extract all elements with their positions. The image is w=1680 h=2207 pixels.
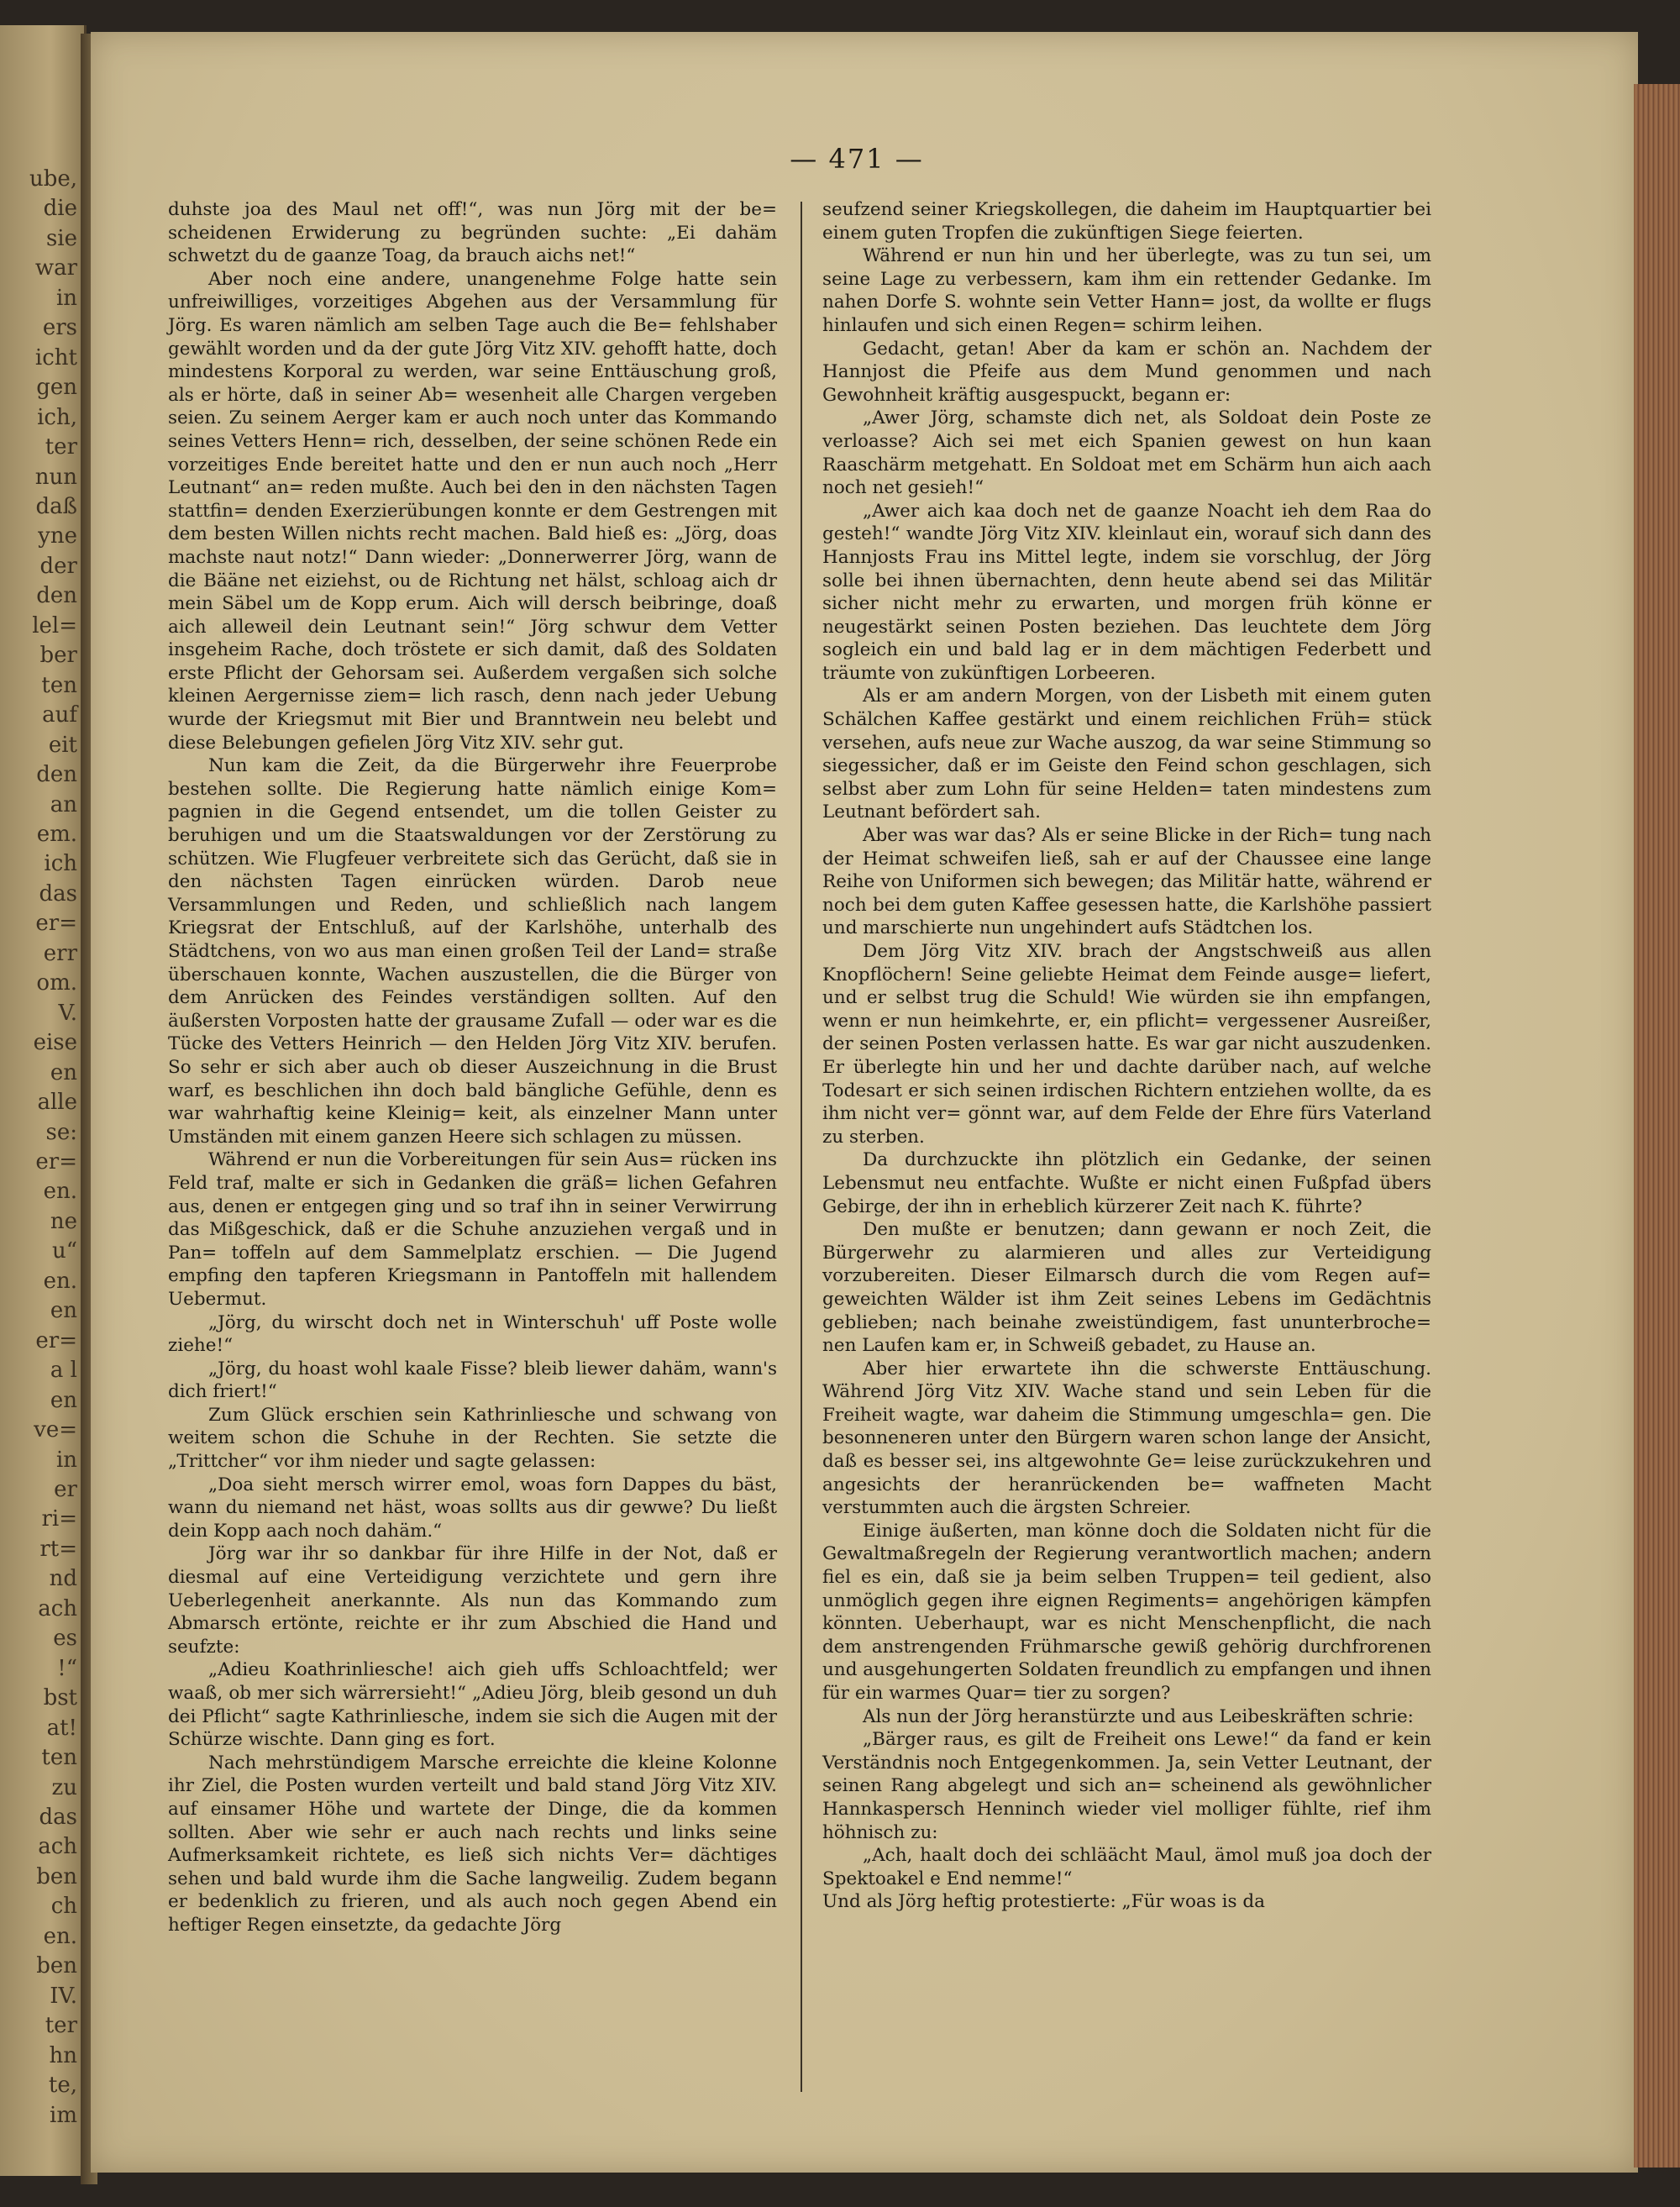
paragraph: Zum Glück erschien sein Kathrinliesche und schwang von weitem schon die Schuhe in der Rechten. Sie setzte die „Trittcher“ vor ihm nieder und sagte gelassen: — [168, 1404, 777, 1473]
paragraph: seufzend seiner Kriegskollegen, die daheim im Hauptquartier bei einem guten Tropfen die zukünftigen Siege feierten. — [822, 199, 1431, 244]
facing-page-fragment: ben — [36, 1863, 77, 1889]
paragraph: Aber noch eine andere, unangenehme Folge hatte sein unfreiwilliges, vorzeitiges Abgehen aus der Versammlung für Jörg. Es waren nämlich am selben Tage auch die Be= fehlshaber gewählt worden und da der gute Jörg Vitz XIV. gehofft hatte, doch mindestens Korporal zu werden, war seine Enttäuschung groß, als er hörte, daß in seiner Ab= wesenheit alle Chargen vergeben seien. Zu seinem Aerger kam er auch noch unter das Kommando seines Vetters Henn= rich, desselben, der seine schönen Rede ein vorzeitiges Ende bereitet hatte und den er nun auch noch „Herr Leutnant“ an= reden mußte. Auch bei den in den nächsten Tagen stattfin= denden Exerzierübungen konnte er dem Gestrengen mit dem besten Willen nichts recht machen. Bald hieß es: „Jörg, doas machste naut notz!“ Dann wieder: „Donnerwerrer Jörg, wann de die Bääne net eiziehst, ou de Richtung net hälst, schloag aich dr mein Säbel um de Kopp erum. Aich will dersch beibringe, doaß aich alleweil dein Leutnant sein!“ Jörg schwur dem Vetter insgeheim Rache, doch tröstete er sich damit, daß des Soldaten erste Pflicht der Gehorsam sei. Außerdem vergaßen sich solche kleinen Aergernisse ziem= lich rasch, denn nach jeder Uebung wurde der Kriegsmut mit Bier und Branntwein neu belebt und diese Belebungen gefielen Jörg Vitz XIV. sehr gut. — [168, 268, 777, 754]
facing-page-fragment: at! — [46, 1715, 77, 1741]
facing-page-fragment: sie — [45, 225, 77, 251]
paragraph: Nun kam die Zeit, da die Bürgerwehr ihre Feuerprobe bestehen sollte. Die Regierung hatte nämlich einige Kom= pagnien in die Gegend entsendet, um die tollen Geister zu beruhigen und um die Staatswaldungen vor der Zerstörung zu schützen. Wie Flugfeuer verbreitete sich das Gerücht, daß sie in den nächsten Tagen einrücken würden. Darob neue Versammlungen und Reden, und schließlich nach langem Kriegsrat der Entschluß, auf der Karlshöhe, unterhalb des Städtchens, von wo aus man einen großen Teil der Land= straße überschauen konnte, Wachen auszustellen, die die Bürger von dem Anrücken des Feindes verständigen sollten. Auf den äußersten Vorposten hatte der grausame Zufall — oder war es die Tücke des Vetters Heinrich — den Helden Jörg Vitz XIV. berufen. So sehr er sich aber auch ob dieser Auszeichnung in die Brust warf, es beschlichen ihn doch bald bängliche Gefühle, denn es war wahrhaftig keine Kleinig= keit, als einzelner Mann unter Umständen mit einem ganzen Heere sich schlagen zu müssen. — [168, 755, 777, 1148]
paragraph: Jörg war ihr so dankbar für ihre Hilfe in der Not, daß er diesmal auf eine Verteidigung verzichtete und gern ihre Ueberlegenheit anerkannte. Als nun das Kommando zum Abmarsch ertönte, reichte er ihr zum Abschied die Hand und seufzte: — [168, 1543, 777, 1658]
facing-page-fragment: icht — [34, 344, 77, 370]
facing-page-fragment: om. — [36, 970, 77, 996]
facing-page-fragment: daß — [35, 494, 77, 519]
paragraph: „Ach, haalt doch dei schläächt Maul, ämol muß joa doch der Spektoakel e End nemme!“ — [822, 1845, 1431, 1889]
facing-page-fragment: an — [50, 791, 77, 817]
facing-page-fragment: em. — [36, 822, 77, 847]
page-edges — [1634, 84, 1680, 2168]
paragraph: „Jörg, du wirscht doch net in Winterschuh' uff Poste wolle ziehe!“ — [168, 1311, 777, 1357]
paragraph: Da durchzuckte ihn plötzlich ein Gedanke, der seinen Lebensmut neu entfachte. Wußte er nicht einen Fußpfad übers Gebirge, der ihn in erheblich kürzerer Zeit nach K. führte? — [822, 1149, 1431, 1217]
paragraph: Einige äußerten, man könne doch die Soldaten nicht für die Gewaltmaßregeln der Regierung verantwortlich machen; andern fiel es ein, daß sie ja beim selben Truppen= teil gedient, also unmöglich gegen ihre eignen Regiments= angehörigen kämpfen könnten. Ueberhaupt, war es nicht Menschenpflicht, die nach dem anstrengenden Frühmarsche gewiß gehörig durchfrorenen und ausgehungerten Soldaten freundlich zu empfangen und ihnen für ein warmes Quar= tier zu sorgen? — [822, 1520, 1431, 1704]
facing-page-fragment: nd — [49, 1566, 77, 1592]
facing-page-fragment: die — [43, 196, 77, 222]
paragraph: Und als Jörg heftig protestierte: „Für woas is da — [822, 1891, 1265, 1913]
facing-page-fragment: ich, — [37, 404, 77, 430]
facing-page-fragment: ers — [42, 315, 77, 341]
facing-page-fragment: IV. — [50, 1983, 77, 2009]
facing-page-fragment: ne — [50, 1208, 77, 1234]
facing-page-fragment: ten — [41, 672, 77, 698]
paragraph: Gedacht, getan! Aber da kam er schön an. Nachdem der Hannjost die Pfeife aus dem Mund genommen und nach Gewohnheit kräftig ausgespuckt, begann er: — [822, 338, 1431, 406]
facing-page-fragment: ter — [45, 434, 77, 460]
facing-page-fragment: im — [50, 2102, 77, 2128]
column-divider — [801, 202, 802, 2092]
facing-page-fragment: ach — [38, 1834, 77, 1860]
facing-page-fragment: a l — [50, 1358, 77, 1384]
left-column — [168, 198, 777, 1937]
paragraph: „Adieu Koathrinliesche! aich gieh uffs Schloachtfeld; wer waaß, ob mer sich wärrersieht!“ „Adieu Jörg, bleib gesond un duh dei Pflicht“ sagte Kathrinliesche, indem sie sich die Augen mit der Schürze wischte. Dann ging es fort. — [168, 1659, 777, 1751]
facing-page-fragment: ten — [41, 1745, 77, 1771]
facing-page-fragment: auf — [42, 702, 77, 728]
facing-page-fragment: er= — [35, 911, 77, 937]
facing-page-fragment: den — [36, 762, 77, 788]
facing-page-fragment: ch — [50, 1894, 77, 1920]
facing-page-fragment: ben — [36, 1953, 77, 1979]
paragraph: Aber was war das? Als er seine Blicke in der Rich= tung nach der Heimat schweifen ließ, sah er auf der Chaussee eine lange Reihe von Uniformen sich bewegen; das Militär hatte, während er noch bei dem guten Kaffee gesessen hatte, die Karlshöhe passiert und marschierte nun ungehindert aufs Städtchen los. — [822, 825, 1431, 939]
facing-page-fragment: ve= — [34, 1417, 77, 1443]
facing-page-fragment: en — [50, 1059, 77, 1085]
page-number: — 471 — — [790, 143, 924, 175]
facing-page-fragment: der — [39, 553, 77, 579]
facing-page-fragment: war — [34, 255, 77, 281]
paragraph: „Awer aich kaa doch net de gaanze Noacht ieh dem Raa do gesteh!“ wandte Jörg Vitz XIV. kleinlaut ein, worauf sich dann des Hannjosts Frau ins Mittel legte, indem sie vorschlug, der Jörg solle bei ihnen übernachten, denn heute abend sei das Militär sicher nicht mehr zu erwarten, und morgen früh könne er neugestärkt seinen Posten beziehen. Das leuchtete dem Jörg sogleich ein und bald lag er in dem mächtigen Federbett und träumte von zukünftigen Lorbeeren. — [822, 500, 1431, 684]
paragraph: „Awer Jörg, schamste dich net, als Soldoat dein Poste ze verloasse? Aich sei met eich Spanien gewest on hun kaan Raaschärm metgehatt. En Soldoat met em Schärm hun aich aach noch net gesieh!“ — [822, 407, 1431, 499]
facing-page-fragment: in — [55, 1447, 77, 1473]
facing-page-fragment: er= — [35, 1149, 77, 1174]
left-page-edge — [0, 25, 87, 2176]
facing-page-fragment: yne — [38, 523, 77, 549]
paragraph: Als er am andern Morgen, von der Lisbeth mit einem guten Schälchen Kaffee gestärkt und einem reichlichen Früh= stück versehen, aufs neue zur Wache auszog, da war seine Stimmung so siegessicher, daß er im Geiste den Feind schon geschlagen, sich selbst aber zum Lohn für seine Helden= taten mindestens zum Leutnant befördert sah. — [822, 686, 1431, 823]
paragraph: Als nun der Jörg heranstürzte und aus Leibeskräften schrie: — [863, 1705, 1414, 1727]
facing-page-fragment: V. — [58, 1000, 77, 1026]
paragraph: Während er nun die Vorbereitungen für sein Aus= rücken ins Feld traf, malte er sich in Gedanken die gräß= lichen Gefahren aus, denen er entgegen ging und so traf ihn in seiner Verwirrung das Mißgeschick, daß er die Schuhe anzuziehen vergaß und in Pan= toffeln auf dem Sammelplatz erschien. — Die Jugend empfing den tapferen Kriegsmann in Pantoffeln mit hallendem Uebermut. — [168, 1149, 777, 1310]
facing-page-fragment: zu — [51, 1774, 77, 1800]
facing-page-fragment: ber — [39, 643, 77, 669]
facing-page-fragment: er= — [35, 1327, 77, 1353]
right-column — [822, 198, 1431, 1914]
paragraph: Den mußte er benutzen; dann gewann er noch Zeit, die Bürgerwehr zu alarmieren und alles zur Verteidigung vorzubereiten. Dieser Eilmarsch durch die vom Regen auf= geweichten Wälder ist ihm Zeit seines Lebens im Gedächtnis geblieben; nach beinahe zweistündigem, fast ununterbroche= nen Laufen kam er, in Schweiß gebadet, zu Hause an. — [822, 1219, 1431, 1357]
facing-page-fragment: err — [43, 940, 77, 966]
paragraph: duhste joa des Maul net off!“, was nun Jörg mit der be= scheidenen Erwiderung zu begründen suchte: „Ei dahäm schwetzt du de gaanze Toag, da brauch aichs net!“ — [168, 199, 777, 267]
facing-page-fragment: en. — [43, 1923, 77, 1949]
facing-page-fragment: ach — [38, 1595, 77, 1621]
facing-page-fragment: en. — [43, 1268, 77, 1294]
facing-page-fragment: hn — [49, 2042, 77, 2068]
facing-page-fragment: nun — [34, 464, 77, 490]
facing-page-fragment: das — [39, 880, 77, 906]
facing-page-fragment: te, — [48, 2073, 77, 2099]
facing-page-fragment: alle — [37, 1090, 77, 1116]
paragraph: Aber hier erwartete ihn die schwerste Enttäuschung. Während Jörg Vitz XIV. Wache stand und sein Leben für die Freiheit wagte, war daheim die Stimmung umgeschla= gen. Die besonneneren unter den Bürgern waren schon lange der Ansicht, daß es besser sei, ins altgewohnte Ge= leise zurückzukehren und angesichts der heranrückenden be= waffneten Macht verstummten auch die ärgsten Schreier. — [822, 1358, 1431, 1519]
facing-page-fragment: en — [50, 1298, 77, 1324]
facing-page-fragment: ich — [44, 851, 77, 877]
facing-page-fragment: gen — [36, 375, 77, 401]
facing-page-fragment: en — [50, 1387, 77, 1413]
paragraph: Nach mehrstündigem Marsche erreichte die kleine Kolonne ihr Ziel, die Posten wurden verteilt und bald stand Jörg Vitz XIV. auf einsamer Höhe und wartete der Dinge, die da kommen sollten. Aber wie sehr er auch nach rechts und links seine Aufmerksamkeit richtete, es ließ sich nichts Ver= dächtiges sehen und bald wurde ihm die Sache langweilig. Zudem begann er bedenklich zu frieren, und als auch noch gegen Abend ein heftiger Regen einsetzte, da gedachte Jörg — [168, 1752, 777, 1936]
facing-page-fragment: !“ — [57, 1655, 77, 1681]
paragraph: „Bärger raus, es gilt de Freiheit ons Lewe!“ da fand er kein Verständnis noch Entgegenkommen. Ja, sein Vetter Leutnant, der seinen Rang abgelegt und sich an= scheinend als gewöhnlicher Hannkaspersch Henninch wieder viel molliger fühlte, rief ihm höhnisch zu: — [822, 1729, 1431, 1843]
facing-page-fragment: das — [39, 1805, 77, 1830]
facing-page-fragment: u“ — [51, 1238, 77, 1264]
facing-page-fragment: se: — [45, 1119, 77, 1145]
paragraph: Während er nun hin und her überlegte, was zu tun sei, um seine Lage zu verbessern, kam ihm ein rettender Gedanke. Im nahen Dorfe S. wohnte sein Vetter Hann= jost, da wollte er flugs hinlaufen und sich einen Regen= schirm leihen. — [822, 245, 1431, 336]
facing-page-fragment: lel= — [32, 612, 77, 638]
paragraph: „Doa sieht mersch wirrer emol, woas forn Dappes du bäst, wann du niemand net häst, woas sollts aus dir gewwe? Du ließt dein Kopp aach noch dahäm.“ — [168, 1474, 777, 1542]
facing-page-fragment: en. — [43, 1179, 77, 1205]
paragraph: „Jörg, du hoast wohl kaale Fisse? bleib liewer dahäm, wann's dich friert!“ — [168, 1358, 777, 1403]
facing-page-fragment: rt= — [39, 1536, 77, 1562]
facing-page-fragment: eise — [33, 1030, 77, 1056]
facing-page-fragment: ter — [45, 2013, 77, 2039]
facing-page-fragment: den — [36, 583, 77, 609]
facing-page-fragment: er — [54, 1477, 77, 1502]
paragraph: Dem Jörg Vitz XIV. brach der Angstschweiß aus allen Knopflöchern! Seine geliebte Heimat dem Feinde ausge= liefert, und er selbst trug die Schuld! Wie würden sie ihn empfangen, wenn er nun heimkehrte, er, ein pflicht= vergessener Ausreißer, der seinen Posten verlassen hatte. Es war gar nicht auszudenken. Er überlegte hin und her und dachte darüber nach, auf welche Todesart er sich seinen irdischen Richtern entziehen wollte, da es ihm nicht ver= gönnt war, auf dem Felde der Ehre fürs Vaterland zu sterben. — [822, 941, 1431, 1148]
facing-page-fragment: ube, — [29, 166, 77, 192]
facing-page-fragment: es — [53, 1626, 77, 1652]
facing-page-fragment: eit — [48, 732, 77, 758]
facing-page-fragment: ri= — [41, 1506, 77, 1532]
facing-page-fragment: bst — [43, 1685, 77, 1711]
facing-page-fragment: in — [55, 285, 77, 311]
